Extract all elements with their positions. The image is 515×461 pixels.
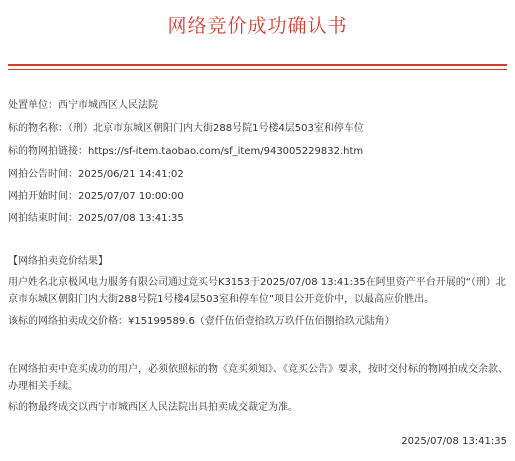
start-label: 网拍开始时间：	[8, 191, 78, 202]
info-link	[8, 145, 363, 158]
start-value: 2025/07/07 10:00:00	[78, 191, 184, 202]
note-paragraph-1: 在网络拍卖中竞买成功的用户，必须依照标的物《竞买须知》、《竞买公告》要求，按时交付标的物网拍成交余款、办理相关手续。	[8, 364, 508, 392]
name-label: 标的物名称：	[8, 123, 68, 134]
end-label: 网拍结束时间：	[8, 213, 78, 224]
note-paragraph-2: 标的物最终成交以西宁市城西区人民法院出具拍卖成交裁定为准。	[8, 402, 298, 413]
name-value: （刑）北京市东城区朝阳门内大街288号院1号楼4层503室和停车位	[68, 123, 364, 134]
result-heading: 【网络拍卖竞价结果】	[8, 256, 108, 267]
unit-label: 处置单位：	[8, 100, 58, 111]
result-body: 用户姓名北京极风电力服务有限公司通过竞买号K3153于2025/07/08 13:41:35在阿里资产平台开展的“（刑）北京市东城区朝阳门内大街288号院1号楼4层503室和停车位”项目公开竞价中，以最高应价胜出。	[8, 277, 506, 305]
announce-value: 2025/06/21 14:41:02	[78, 169, 184, 180]
link-value[interactable]: https://sf-item.taobao.com/sf_item/943005229832.htm	[88, 146, 364, 157]
info-announce	[8, 168, 184, 181]
info-end	[8, 212, 184, 225]
link-label: 标的物网拍链接：	[8, 146, 88, 157]
info-unit	[8, 99, 158, 112]
result-price: 该标的网络拍卖成交价格：¥15199589.6（壹仟伍佰壹拾玖万玖仟伍佰捌拾玖元陆角）	[8, 316, 395, 327]
info-name	[8, 122, 364, 135]
page-title: 网络竞价成功确认书	[167, 15, 348, 37]
end-value: 2025/07/08 13:41:35	[78, 213, 184, 224]
footer-timestamp: 2025/07/08 13:41:35	[401, 436, 507, 447]
unit-value: 西宁市城西区人民法院	[58, 100, 158, 111]
announce-label: 网拍公告时间：	[8, 169, 78, 180]
info-start	[8, 190, 184, 203]
title-divider-thick	[8, 64, 507, 66]
title-divider-thin	[8, 69, 507, 70]
